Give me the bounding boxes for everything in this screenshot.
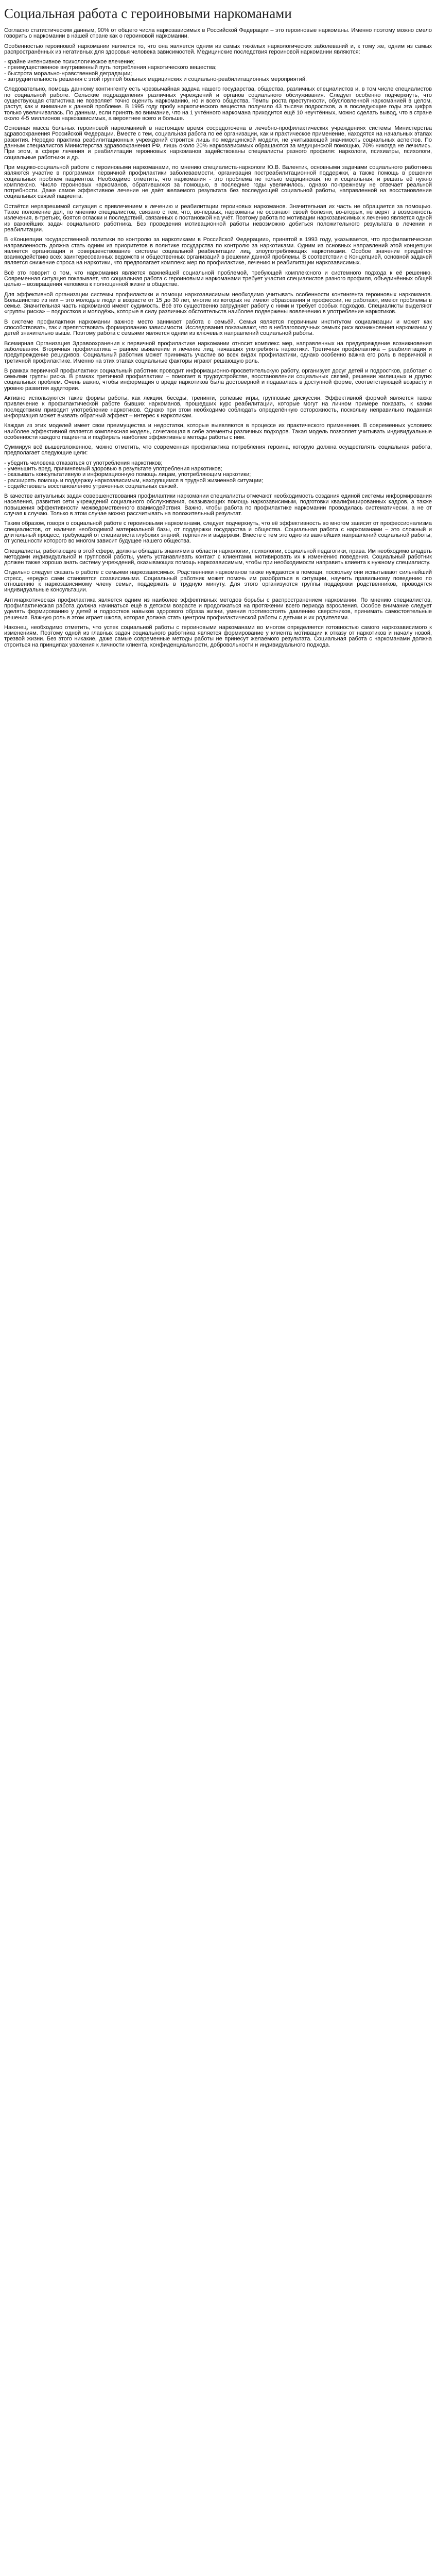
paragraph: Наконец, необходимо отметить, что успех социальной работы с героиновыми наркоманами во многом определяется готовностью самого наркозависимого к изменениям. Поэтому одной из главных задач социального работника является формирование у клиента мотивации к отказу от наркотиков и началу новой, трезвой жизни. Без этого никакие, даже самые современные методы работы не принесут желаемого результата. Социальная работа с наркоманами должна строиться на принципах уважения к личности клиента, конфиденциальности, добровольности и индивидуального подхода. xyxy=(4,624,432,648)
bullet-list xyxy=(4,461,432,489)
paragraph: В системе профилактики наркомании важное место занимает работа с семьёй. Семья является первичным институтом социализации и может как способствовать, так и препятствовать формированию зависимости. Исследования показывают, что в неблагополучных семьях риск возникновения наркомании у детей значительно выше. Поэтому работа с семьями является одним из ключевых направлений социальной работы. xyxy=(4,318,432,337)
paragraph: Каждая из этих моделей имеет свои преимущества и недостатки, которые выявляются в процессе их практического применения. В современных условиях наиболее эффективной является комплексная модель, сочетающая в себе элементы различных подходов. Такая модель позволяет учитывать индивидуальные особенности каждого пациента и подбирать наиболее эффективные методы работы с ним. xyxy=(4,422,432,440)
paragraph: При медико-социальной работе с героиновыми наркоманами, по мнению специалиста-наркологи Ю.В. Валентик, основными задачами социального работника являются участие в программах первичной профилактики заболеваемости, организация постреабилитационной поддержки, а также помощь в решении социальных проблем пациентов. Необходимо отметить, что наркомания - это проблема не только медицинская, но и социальная, и решать её нужно комплексно. Число героиновых наркоманов, обратившихся за помощью, в последние годы увеличилось, однако по-прежнему не отвечает реальной потребности. Даже самое эффективное лечение не даёт желаемого результата без последующей социальной работы, направленной на восстановление социальных связей пациента. xyxy=(4,164,432,200)
paragraph: Основная масса больных героиновой наркоманией в настоящее время сосредоточена в лечебно-профилактических учреждениях системы Министерства здравоохранения Российской Федерации. Вместе с тем, социальная работа по её организации, как и практическое применение, находятся на начальных этапах развития. Нередко практика реабилитационных учреждений строится лишь по медицинской модели, не учитывающей значимость социальных аспектов. По данным специалистов Министерства здравоохранения РФ, лишь около 20% наркозависимых обращаются за медицинской помощью, 70% никогда не лечились. При этом, в сфере лечения и реабилитации героиновых наркоманов задействованы специалисты разного профиля: наркологи, психиатры, психологи, социальные работники и др. xyxy=(4,125,432,161)
paragraph: В качестве актуальных задач совершенствования профилактики наркомании специалисты отмечают необходимость создания единой системы информирования населения, развития сети учреждений социального обслуживания, оказывающих помощь наркозависимым, подготовки квалифицированных кадров, а также повышения эффективности межведомственного взаимодействия. Важно, чтобы работа по профилактике наркомании проводилась систематически, а не от случая к случаю. Только в этом случае можно рассчитывать на положительный результат. xyxy=(4,493,432,517)
paragraph: В рамках первичной профилактики социальный работник проводит информационно-просветительскую работу, организует досуг детей и подростков, работает с семьями группы риска. В рамках третичной профилактики – помогает в трудоустройстве, восстановлении социальных связей, решении жилищных и других социальных проблем. Очень важно, чтобы информация о вреде наркотиков была достоверной и подавалась в доступной форме, соответствующей возрасту и уровню развития аудитории. xyxy=(4,367,432,392)
paragraph: Антинаркотическая профилактика является одним из наиболее эффективных методов борьбы с распространением наркомании. По мнению специалистов, профилактическая работа должна начинаться ещё в детском возрасте и продолжаться на протяжении всего периода взросления. Особое внимание следует уделять формированию у детей и подростков навыков здорового образа жизни, умения противостоять давлению сверстников, принимать самостоятельные решения. Важную роль в этом играет школа, которая должна стать центром профилактической работы с детьми и их родителями. xyxy=(4,597,432,621)
article-body xyxy=(4,28,432,648)
list-item: - содействовать восстановлению утраченных социальных связей. xyxy=(4,483,178,489)
paragraph: Отдельно следует сказать о работе с семьями наркозависимых. Родственники наркоманов также нуждаются в помощи, поскольку они испытывают сильнейший стресс, нередко сами становятся созависимыми. Социальный работник может помочь им разобраться в ситуации, научить правильному поведению по отношению к наркозависимому члену семьи, поддержать в трудную минуту. Для этого организуются группы поддержки родственников, проводятся индивидуальные консультации. xyxy=(4,569,432,594)
list-item: - уменьшить вред, причиняемый здоровью в результате употребления наркотиков; xyxy=(4,466,222,472)
paragraph: Особенностью героиновой наркомании является то, что она является одним из самых тяжёлых наркологических заболеваний и, к тому же, одним из самых распространённых из негативных для здоровья человека зависимостей. Медицинские последствия героиновой наркомании являются: xyxy=(4,43,432,55)
list-item: - крайне интенсивное психологическое влечение; xyxy=(4,59,135,65)
list-item: - оказывать консультативную и информационную помощь лицам, употребляющим наркотики; xyxy=(4,471,251,478)
paragraph: Всемирная Организация Здравоохранения к первичной профилактике наркомании относит комплекс мер, направленных на предупреждение возникновения заболевания. Вторичная профилактика – раннее выявление и лечение лиц, начавших употреблять наркотики. Третичная профилактика – реабилитация и предупреждение рецидивов. Социальный работник может принимать участие во всех видах профилактики, однако особенно важна его роль в первичной и третичной профилактике. Именно на этих этапах социальные факторы играют решающую роль. xyxy=(4,340,432,364)
paragraph: Специалисты, работающие в этой сфере, должны обладать знаниями в области наркологии, психологии, социальной педагогики, права. Им необходимо владеть методами индивидуальной и групповой работы, уметь устанавливать контакт с клиентами, мотивировать их к изменению поведения. Социальный работник должен также хорошо знать систему учреждений, оказывающих помощь наркозависимым, чтобы при необходимости направить клиента к нужному специалисту. xyxy=(4,548,432,566)
paragraph: Всё это говорит о том, что наркомания является важнейшей социальной проблемой, требующей комплексного и системного подхода к её решению. Современная ситуация показывает, что социальная работа с героиновыми наркоманами требует участия специалистов разного профиля, объединённых общей целью – возвращения человека к полноценной жизни в обществе. xyxy=(4,269,432,288)
list-item: - затруднительность решения с этой группой больных медицинских и социально-реабилитационных мероприятий. xyxy=(4,76,307,83)
paragraph: Согласно статистическим данным, 90% от общего числа наркозависимых в Российской Федерации – это героиновые наркоманы. Именно поэтому можно смело говорить о наркомании в нашей стране как о героиновой наркомании. xyxy=(4,27,432,40)
paragraph: Следовательно, помощь данному контингенту есть чрезвычайная задача нашего государства, общества, различных специалистов и, в том числе специалистов по социальной работе. Сельские подразделения различных учреждений и органов социального обслуживания. Следует особенно подчеркнуть, что существующая статистика не позволяет точно оценить наркоманию, но и всего общества. Темпы роста преступности, обусловленной наркоманией в целом, растут, как и внимание к данной проблеме. В 1995 году пробу наркотического вещества получило 43 тысячи подростков, а в последующие годы эта цифра только увеличивалась. По данным, если принять во внимание, что на 1 учтённого наркомана приходится ещё 10 неучтённых, можно сделать вывод, что в стране около 4-5 миллионов наркозависимых, а вероятнее всего и больше. xyxy=(4,86,432,122)
article-title: Социальная работа с героиновыми наркоманами xyxy=(4,6,292,21)
paragraph: Суммируя всё вышеизложенное, можно отметить, что современная профилактика потребления героина, которую должна осуществлять социальная работа, предполагает следующие цели: xyxy=(4,444,432,456)
list-item: - убедить человека отказаться от употребления наркотиков; xyxy=(4,460,163,466)
paragraph: Таким образом, говоря о социальной работе с героиновыми наркоманами, следует подчеркнуть, что её эффективность во многом зависит от профессионализма специалистов, от наличия необходимой материальной базы, от поддержки государства и общества. Социальная работа с наркоманами – это сложный и длительный процесс, требующий от специалиста глубоких знаний, терпения и выдержки. Вместе с тем это одно из важнейших направлений социальной работы, от успешности которого во многом зависит будущее нашего общества. xyxy=(4,520,432,545)
paragraph: В «Концепции государственной политики по контролю за наркотиками в Российской Федерации», принятой в 1993 году, указывается, что профилактическая направленность должна стать одним из приоритетов в политике государства по контролю за наркотиками. Одним из основных направлений этой концепции является организация и совершенствование системы социальной реабилитации лиц, злоупотребляющих наркотиками. Особое значение придаётся взаимодействию всех заинтересованных ведомств и общественных организаций в решении данной проблемы. В соответствии с Концепцией, основной задачей является снижение спроса на наркотики, что предполагает комплекс мер по профилактике, лечению и реабилитации наркозависимых. xyxy=(4,236,432,266)
paragraph: Для эффективной организации системы профилактики и помощи наркозависимым необходимо учитывать особенности контингента героиновых наркоманов. Большинство из них – это молодые люди в возрасте от 15 до 30 лет, многие из которых не имеют образования и профессии, не работают, имеют проблемы в семье. Значительная часть наркоманов имеют судимость. Всё это существенно затрудняет работу с ними и требует особых подходов. Специалисты выделяют «группы риска» – подростков и молодёжь, которые в силу различных обстоятельств наиболее подвержены вовлечению в употребление наркотиков. xyxy=(4,291,432,315)
list-item: - преимущественное внутривенный путь потребления наркотического вещества; xyxy=(4,64,217,71)
bullet-list xyxy=(4,59,432,82)
list-item: - быстрота морально-нравственной деградации; xyxy=(4,70,132,77)
paragraph: Остаётся неразрешимой ситуация с привлечением к лечению и реабилитации героиновых наркоманов. Значительная их часть не обращается за помощью. Такое положение дел, по мнению специалистов, связано с тем, что, во-первых, наркоманы не осознают своей болезни, во-вторых, не верят в возможность излечения, в-третьих, боятся огласки и последствий, связанных с постановкой на учёт. Поэтому работа по мотивации наркозависимых к лечению является одной из важнейших задач социального работника. Без проведения мотивационной работы невозможно добиться положительного результата в лечении и реабилитации. xyxy=(4,203,432,233)
list-item: - расширять помощь и поддержку наркозависимым, находящимся в трудной жизненной ситуации; xyxy=(4,477,264,484)
paragraph: Активно используются такие формы работы, как лекции, беседы, тренинги, ролевые игры, групповые дискуссии. Эффективной формой является также привлечение к профилактической работе бывших наркоманов, прошедших курс реабилитации, которые могут на личном примере показать, к каким последствиям приводит употребление наркотиков. Однако при этом необходимо соблюдать определённую осторожность, поскольку неправильно поданная информация может вызвать обратный эффект – интерес к наркотикам. xyxy=(4,395,432,419)
